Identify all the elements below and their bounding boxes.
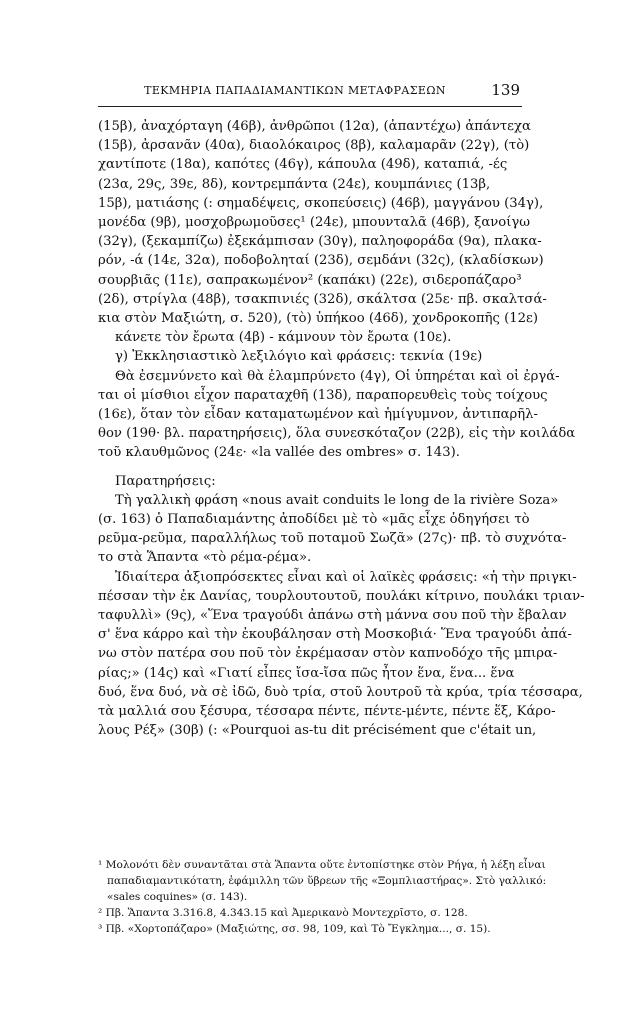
text-line: Θὰ ἐσεμνύνετο καὶ θὰ ἐλαμπρύνετο (4γ), Οἱ ὑπηρέται καὶ οἱ ἐργά-: [115, 368, 560, 384]
text-line: θον (19θ· βλ. παρατηρήσεις), ὅλα συνεσκόταζον (22β), εἰς τὴν κοιλάδα: [98, 426, 576, 442]
text-line: τοῦ κλαυθμῶνος (24ε· «la vallée des ombres» σ. 143).: [98, 445, 460, 461]
text-line: τὰ μαλλιά σου ξέσυρα, τέσσαρα πέντε, πέντε-μέντε, πέντε ἕξ, Κάρο-: [98, 704, 556, 720]
text-line: κια στὸν Μαξιώτη, σ. 520), (τὸ) ὑπήκοο (46δ), χονδροκοπῆς (12ε): [98, 311, 539, 327]
text-line: λους Ρέξ» (30β) (: «Pourquoi as-tu dit précisément que c'était un,: [98, 723, 537, 739]
running-head: ΤΕΚΜΗΡΙΑ ΠΑΠΑΔΙΑΜΑΝΤΙΚΩΝ ΜΕΤΑΦΡΑΣΕΩΝ: [144, 84, 446, 97]
page-header: [98, 64, 522, 99]
text-line: ταφυλλὶ» (9ς), «Ἕνα τραγούδι ἀπάνω στὴ μάννα σου ποῦ τὴν ἔβαλαν: [98, 608, 567, 624]
main-text: [98, 117, 585, 741]
text-line: το στὰ Ἅπαντα «τὸ ρέμα-ρέμα».: [98, 550, 312, 566]
footnote-line: παπαδιαμαντικότατη, ἐφάμιλλη τῶν ὕβρεων τῆς «Ξομπλιαστήρας». Στὸ γαλλικό:: [107, 875, 547, 887]
text-line: (16ε), ὅταν τὸν εἶδαν καταματωμένον καὶ ἡμίγυμνον, ἀντιπαρῆλ-: [98, 407, 538, 423]
footnote-line: ¹ Μολονότι δὲν συναντᾶται στὰ Ἅπαντα οὔτε ἐντοπίστηκε στὸν Ρήγα, ἡ λέξη εἶναι: [98, 859, 546, 871]
text-line: μονέδα (9β), μοσχοβρωμοῦσες¹ (24ε), μπουνταλᾶ (46β), ξανοίγω: [98, 215, 531, 231]
text-line: (15β), ἀναχόρταγη (46β), ἀνθρῶποι (12α), (ἀπαντέχω) ἀπάντεχα: [98, 119, 531, 134]
text-line: σ' ἕνα κάρρο καὶ τὴν ἐκουβάλησαν στὴ Μοσκοβιά· Ἕνα τραγούδι ἀπά-: [98, 627, 572, 643]
text-line: νω στὸν πατέρα σου ποῦ τὸν ἐκρέμασαν στὸν καπνοδόχο τῆς μπιρα-: [98, 646, 558, 662]
text-line: ρόν, -ά (14ε, 32α), ποδοβοληταί (23δ), σεμδάνι (32ς), (κλαδίσκων): [98, 253, 544, 269]
text-line: ται οἱ μίσθιοι εἶχον παραταχθῆ (13δ), παραπορευθεὶς τοὺς τοίχους: [98, 387, 548, 403]
text-line: δυό, ἕνα δυό, νὰ σὲ ἰδῶ, δυὸ τρία, στοῦ λουτροῦ τὰ κρύα, τρία τέσσαρα,: [98, 684, 583, 700]
text-line: [98, 463, 522, 472]
footnote-line: ³ Πβ. «Χορτοπάζαρο» (Μαξιώτης, σσ. 98, 109, καὶ Τὸ Ἔγκλημα..., σ. 15).: [98, 923, 491, 935]
text-line: (23α, 29ς, 39ε, 8δ), κοντρεμπάντα (24ε), κουμπάνιες (13β,: [98, 176, 491, 192]
text-line: πέσσαν τὴν ἐκ Δανίας, τουρλουτουτοῦ, πουλάκι κίτρινο, πουλάκι τριαν-: [98, 588, 585, 604]
text-line: 15β), ματιάσης (: σημαδέψεις, σκοπεύσεις) (46β), μαγγάνου (34γ),: [98, 195, 544, 211]
text-line: ρίας;» (14ς) καὶ «Γιατί εἶπες ἴσα-ἴσα πῶς ἦτον ἕνα, ἕνα... ἕνα: [98, 665, 515, 681]
text-line: γ) Ἐκκλησιαστικὸ λεξιλόγιο καὶ φράσεις: τεκνία (19ε): [115, 349, 483, 365]
text-line: ρεῦμα-ρεῦμα, παραλλήλως τοῦ ποταμοῦ Σωζᾶ» (27ς)· πβ. τὸ συχνότα-: [98, 531, 567, 547]
text-line: Τὴ γαλλικὴ φράση «nous avait conduits le long de la rivière Soza»: [115, 492, 559, 508]
text-line: Παρατηρήσεις:: [115, 473, 216, 489]
footnotes: [98, 857, 547, 937]
footnote-line: ² Πβ. Ἅπαντα 3.316.8, 4.343.15 καὶ Ἀμερικανὸ Μοντεχρῖστο, σ. 128.: [98, 907, 468, 919]
text-line: χαντίποτε (18α), καπότες (46γ), κάπουλα (49δ), καταπιά, -ές: [98, 157, 508, 173]
text-line: κάνετε τὸν ἔρωτα (4β) - κάμνουν τὸν ἔρωτα (10ε).: [115, 330, 452, 346]
page-number: 139: [491, 81, 520, 99]
text-line: (σ. 163) ὁ Παπαδιαμάντης ἀποδίδει μὲ τὸ «μᾶς εἶχε ὁδηγήσει τὸ: [98, 512, 530, 528]
text-line: Ἰδιαίτερα ἀξιοπρόσεκτες εἶναι καὶ οἱ λαϊκὲς φράσεις: «ἡ τὴν πριγκι-: [115, 569, 577, 585]
footnote-line: «sales coquines» (σ. 143).: [107, 891, 248, 903]
text-line: σουρβιᾶς (11ε), σαπρακωμένον² (καπάκι) (22ε), σιδεροπάζαρο³: [98, 272, 522, 288]
text-line: (2δ), στρίγλα (48β), τσακπινιές (32δ), σκάλτσα (25ε· πβ. σκαλτσά-: [98, 291, 547, 307]
text-line: (15β), ἀρσανᾶν (40α), διαολόκαιρος (8β), καλαμαρᾶν (22γ), (τὸ): [98, 138, 530, 154]
text-line: (32γ), (ξεκαμπίζω) ἐξεκάμπισαν (30γ), παληοφοράδα (9α), πλακα-: [98, 234, 542, 250]
header-rule: [98, 106, 522, 107]
